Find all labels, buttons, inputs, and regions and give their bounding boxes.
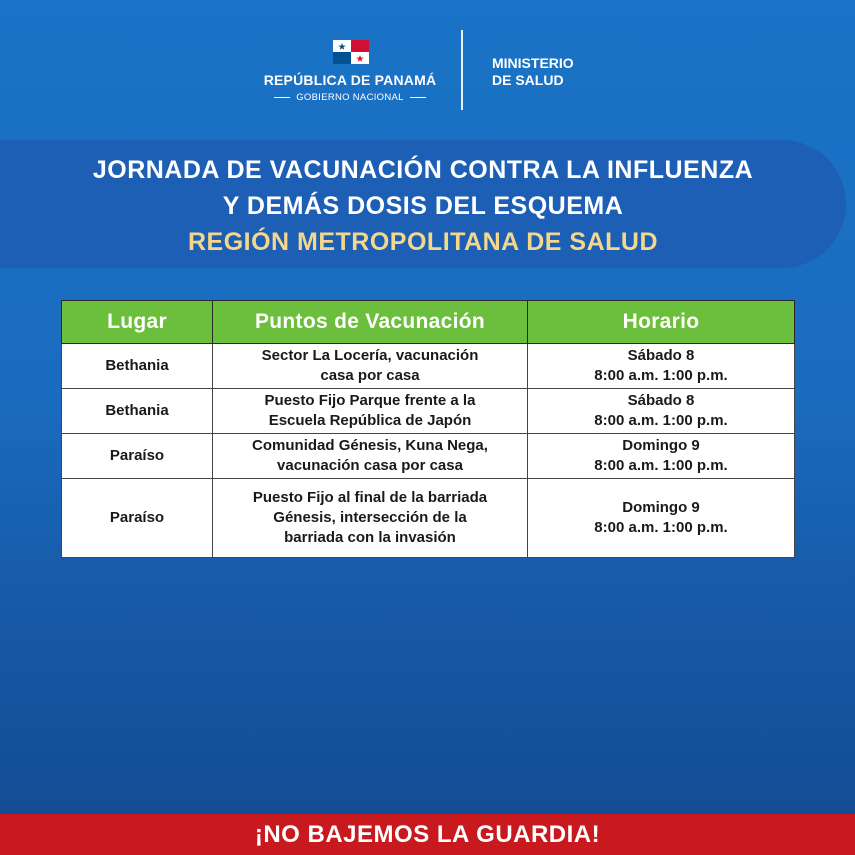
punto-line: Escuela República de Japón	[268, 412, 472, 429]
cell-lugar: Bethania	[62, 389, 213, 434]
cell-punto	[213, 389, 528, 434]
cell-punto	[213, 479, 528, 558]
punto-line: casa por casa	[320, 367, 420, 384]
horario-dia: Sábado 8	[627, 392, 695, 409]
table-row	[62, 434, 795, 479]
punto-line: Sector La Locería, vacunación	[261, 347, 479, 364]
punto-line: vacunación casa por casa	[277, 457, 463, 474]
punto-line: barriada con la invasión	[284, 529, 456, 546]
cell-lugar: Paraíso	[62, 479, 213, 558]
ministry-name	[492, 55, 574, 89]
cell-lugar: Paraíso	[62, 434, 213, 479]
ministry-line-2: DE SALUD	[492, 72, 564, 88]
horario-hora: 8:00 a.m. 1:00 p.m.	[594, 457, 728, 474]
header-lugar: Lugar	[62, 301, 213, 344]
ministry-line-1: MINISTERIO	[492, 55, 574, 71]
table-row	[62, 389, 795, 434]
horario-dia: Sábado 8	[627, 347, 695, 364]
panama-flag-icon	[333, 40, 369, 64]
government-text: GOBIERNO NACIONAL	[296, 92, 404, 103]
schedule-table	[61, 300, 794, 558]
cell-horario	[528, 389, 795, 434]
punto-line: Comunidad Génesis, Kuna Nega,	[252, 437, 488, 454]
punto-line: Puesto Fijo Parque frente a la	[264, 392, 476, 409]
title-line-2: Y DEMÁS DOSIS DEL ESQUEMA	[222, 192, 624, 220]
horario-hora: 8:00 a.m. 1:00 p.m.	[594, 519, 728, 536]
title-banner	[0, 140, 846, 268]
horario-hora: 8:00 a.m. 1:00 p.m.	[594, 412, 728, 429]
divider-line	[274, 97, 290, 98]
cell-horario	[528, 479, 795, 558]
horario-hora: 8:00 a.m. 1:00 p.m.	[594, 367, 728, 384]
header-divider	[461, 30, 463, 110]
table-header-row	[62, 301, 795, 344]
cell-horario	[528, 344, 795, 389]
country-name: REPÚBLICA DE PANAMÁ	[263, 72, 437, 88]
punto-line: Puesto Fijo al final de la barriada	[252, 489, 488, 506]
horario-dia: Domingo 9	[622, 499, 700, 516]
table-row	[62, 479, 795, 558]
cell-horario	[528, 434, 795, 479]
header-horario: Horario	[528, 301, 795, 344]
government-label	[268, 92, 432, 103]
cell-punto	[213, 344, 528, 389]
footer-slogan: ¡NO BAJEMOS LA GUARDIA!	[254, 821, 601, 848]
cell-punto	[213, 434, 528, 479]
table-row	[62, 344, 795, 389]
footer-bar	[0, 814, 855, 855]
divider-line	[410, 97, 426, 98]
region-subtitle: REGIÓN METROPOLITANA DE SALUD	[187, 228, 659, 256]
header	[0, 0, 855, 140]
horario-dia: Domingo 9	[622, 437, 700, 454]
title-line-1: JORNADA DE VACUNACIÓN CONTRA LA INFLUENZA	[92, 156, 754, 184]
cell-lugar: Bethania	[62, 344, 213, 389]
punto-line: Génesis, intersección de la	[273, 509, 467, 526]
header-puntos: Puntos de Vacunación	[213, 301, 528, 344]
